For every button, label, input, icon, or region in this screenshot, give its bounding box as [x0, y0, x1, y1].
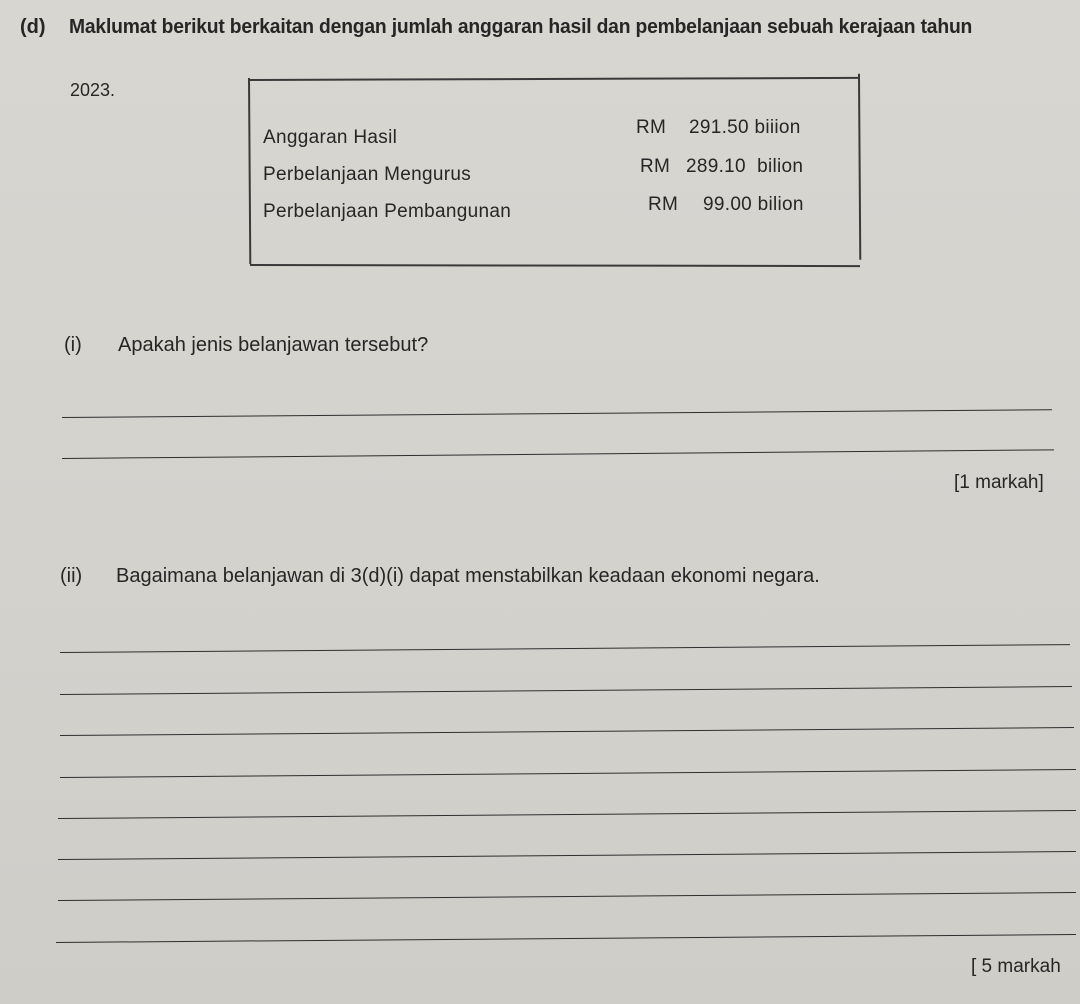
answer-line[interactable] [56, 934, 1076, 943]
info-row-label: Perbelanjaan Mengurus [263, 164, 472, 185]
answer-line[interactable] [60, 686, 1072, 695]
answer-line[interactable] [60, 727, 1074, 736]
info-row-amount: 291.50 biiion [689, 117, 801, 138]
part-ii-label: (ii) [60, 565, 83, 587]
answer-line[interactable] [62, 449, 1054, 459]
info-row-amount: 99.00 bilion [703, 194, 804, 215]
part-i-question: Apakah jenis belanjawan tersebut? [118, 334, 429, 356]
answer-line[interactable] [62, 409, 1052, 418]
answer-line[interactable] [58, 851, 1076, 860]
answer-line[interactable] [58, 810, 1076, 819]
part-i-marks: [1 markah] [954, 472, 1044, 493]
answer-line[interactable] [60, 644, 1070, 653]
info-row-currency: RM [636, 117, 667, 138]
info-row-amount: 289.10 bilion [686, 156, 804, 177]
info-box-bottom-border [250, 264, 860, 267]
part-i-label: (i) [64, 334, 82, 356]
part-ii-marks: [ 5 markah [971, 956, 1061, 977]
question-label: (d) [20, 16, 46, 38]
info-row-label: Perbelanjaan Pembangunan [263, 201, 512, 222]
question-year: 2023. [70, 80, 116, 100]
info-row-currency: RM [640, 156, 671, 177]
answer-line[interactable] [58, 892, 1076, 901]
info-row-label: Anggaran Hasil [263, 127, 398, 148]
info-row-currency: RM [648, 194, 679, 215]
part-ii-question: Bagaimana belanjawan di 3(d)(i) dapat menstabilkan keadaan ekonomi negara. [116, 565, 820, 587]
answer-line[interactable] [60, 769, 1076, 778]
question-intro: Maklumat berikut berkaitan dengan jumlah anggaran hasil dan pembelanjaan sebuah kerajaan tahun [69, 16, 973, 38]
